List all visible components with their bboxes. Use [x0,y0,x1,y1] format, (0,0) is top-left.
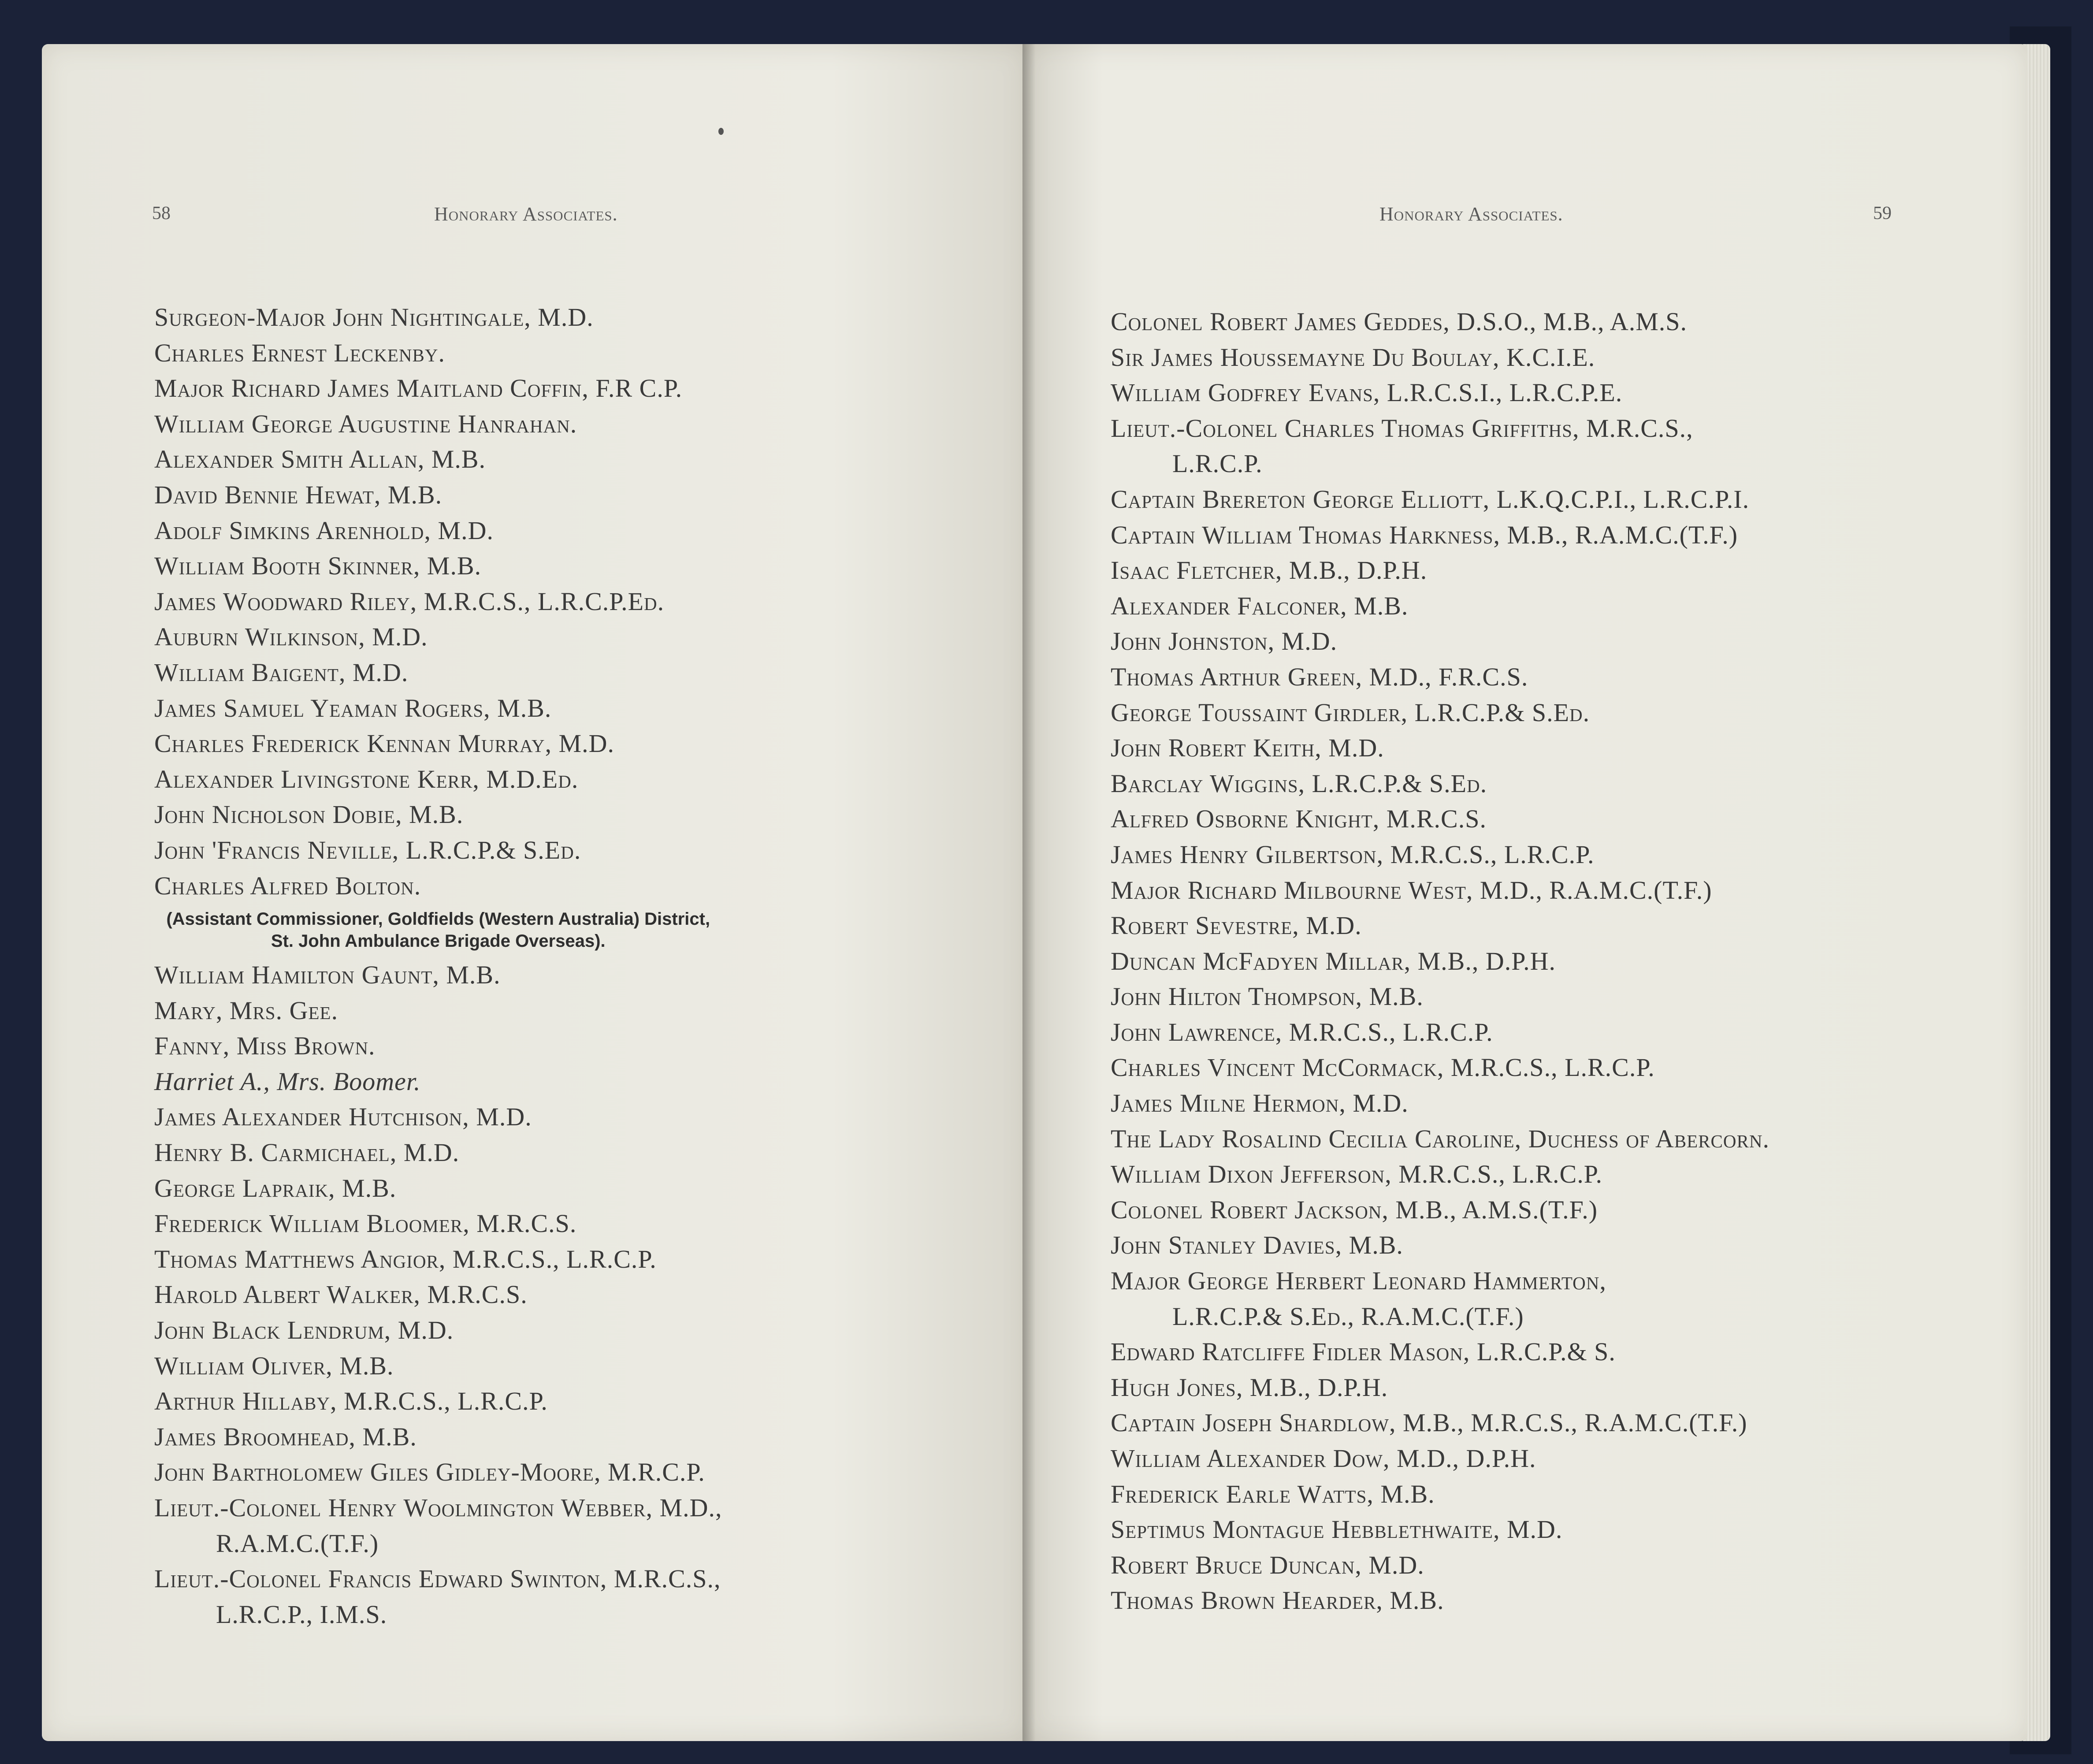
entry-list [154,300,722,1632]
list-item: Fanny, Miss Brown. [154,1031,375,1061]
list-item: Robert Sevestre, M.D. [1111,911,1362,940]
list-item: Charles Ernest Leckenby. [154,338,445,367]
page-number: 58 [152,203,171,223]
list-item: John Lawrence, M.R.C.S., L.R.C.P. [1111,1017,1493,1046]
list-item: John Stanley Davies, M.B. [1111,1231,1403,1260]
list-item: Colonel Robert Jackson, M.B., A.M.S.(T.F.) [1111,1195,1598,1224]
list-item: William George Augustine Hanrahan. [154,409,577,438]
list-item-italic: Harriet A., Mrs. Boomer. [154,1067,421,1096]
list-item: Major Richard Milbourne West, M.D., R.A.M.C.(T.F.) [1111,875,1712,904]
list-item: The Lady Rosalind Cecilia Caroline, Duchess of Abercorn. [1111,1124,1770,1153]
list-item: George Toussaint Girdler, L.R.C.P.& S.Ed. [1111,698,1590,727]
list-item: Sir James Houssemayne Du Boulay, K.C.I.E. [1111,342,1595,372]
list-item: Charles Frederick Kennan Murray, M.D. [154,729,615,758]
list-item: John Black Lendrum, M.D. [154,1316,454,1345]
list-item: Auburn Wilkinson, M.D. [154,622,428,651]
note-block [154,904,722,957]
list-item: Alexander Livingstone Kerr, M.D.Ed. [154,764,579,793]
list-item: Thomas Matthews Angior, M.R.C.S., L.R.C.P. [154,1244,657,1273]
list-item: Charles Vincent McCormack, M.R.C.S., L.R.C.P. [1111,1053,1655,1082]
list-item: William Hamilton Gaunt, M.B. [154,960,501,990]
list-item: Septimus Montague Hebblethwaite, M.D. [1111,1515,1563,1544]
list-item: James Woodward Riley, M.R.C.S., L.R.C.P.Ed. [154,587,665,616]
list-item: Lieut.-Colonel Francis Edward Swinton, M.R.C.S., [154,1564,721,1593]
book-gutter-shadow [1022,44,1036,1741]
list-item: David Bennie Hewat, M.B. [154,480,442,509]
list-item: Lieut.-Colonel Charles Thomas Griffiths, M.R.C.S., [1111,413,1693,443]
list-item: John Nicholson Dobie, M.B. [154,800,464,829]
list-item: James Henry Gilbertson, M.R.C.S., L.R.C.P. [1111,840,1595,869]
list-item: Thomas Arthur Green, M.D., F.R.C.S. [1111,662,1528,691]
page-number: 59 [1873,203,1892,223]
running-head: Honorary Associates. [434,203,618,225]
note-line: (Assistant Commissioner, Goldfields (Western Australia) District, [166,909,710,929]
entry-list [1111,304,1770,1619]
print-speck [718,128,724,135]
list-item: Colonel Robert James Geddes, D.S.O., M.B., A.M.S. [1111,307,1688,336]
list-item: Barclay Wiggins, L.R.C.P.& S.Ed. [1111,769,1487,798]
list-item: Major George Herbert Leonard Hammerton, [1111,1266,1606,1295]
list-item: Captain Brereton George Elliott, L.K.Q.C.P.I., L.R.C.P.I. [1111,484,1750,514]
list-item: Captain William Thomas Harkness, M.B., R.A.M.C.(T.F.) [1111,520,1738,549]
list-item: Major Richard James Maitland Coffin, F.R C.P. [154,374,683,403]
left-page [42,44,1029,1741]
list-item-continuation: L.R.C.P. [1172,449,1263,478]
list-item: Alexander Falconer, M.B. [1111,591,1409,620]
list-item: Lieut.-Colonel Henry Woolmington Webber, M.D., [154,1493,722,1522]
list-item: William Alexander Dow, M.D., D.P.H. [1111,1444,1536,1473]
list-item: James Alexander Hutchison, M.D. [154,1102,532,1131]
list-item: Hugh Jones, M.B., D.P.H. [1111,1373,1388,1402]
list-item: John 'Francis Neville, L.R.C.P.& S.Ed. [154,835,581,864]
list-item: George Lapraik, M.B. [154,1173,397,1202]
list-item: Alexander Smith Allan, M.B. [154,445,486,474]
note-line: St. John Ambulance Brigade Overseas). [271,931,606,951]
list-item: William Dixon Jefferson, M.R.C.S., L.R.C.P. [1111,1160,1603,1189]
list-item: John Bartholomew Giles Gidley-Moore, M.R.C.P. [154,1458,705,1487]
list-item: Surgeon-Major John Nightingale, M.D. [154,303,594,331]
list-item: James Milne Hermon, M.D. [1111,1089,1409,1118]
list-item: William Oliver, M.B. [154,1351,394,1380]
list-item: Duncan McFadyen Millar, M.B., D.P.H. [1111,946,1556,975]
list-item: William Booth Skinner, M.B. [154,551,482,581]
list-item-continuation: L.R.C.P., I.M.S. [216,1600,387,1629]
list-item: Alfred Osborne Knight, M.R.C.S. [1111,804,1487,834]
list-item: Arthur Hillaby, M.R.C.S., L.R.C.P. [154,1387,548,1416]
list-item: John Johnston, M.D. [1111,627,1338,656]
list-item: Charles Alfred Bolton. [154,871,421,900]
list-item: Frederick William Bloomer, M.R.C.S. [154,1209,577,1238]
list-item: Thomas Brown Hearder, M.B. [1111,1586,1444,1615]
list-item: John Hilton Thompson, M.B. [1111,982,1424,1011]
list-item: Captain Joseph Shardlow, M.B., M.R.C.S., R.A.M.C.(T.F.) [1111,1408,1747,1437]
list-item: Edward Ratcliffe Fidler Mason, L.R.C.P.& S. [1111,1337,1616,1366]
list-item: William Godfrey Evans, L.R.C.S.I., L.R.C.P.E. [1111,378,1623,407]
running-head: Honorary Associates. [1379,203,1563,225]
list-item: Mary, Mrs. Gee. [154,996,338,1025]
list-item: James Samuel Yeaman Rogers, M.B. [154,693,552,722]
list-item: Henry B. Carmichael, M.D. [154,1138,460,1167]
list-item: Frederick Earle Watts, M.B. [1111,1479,1435,1508]
list-item: Harold Albert Walker, M.R.C.S. [154,1280,528,1309]
list-item: James Broomhead, M.B. [154,1422,417,1451]
list-item: Adolf Simkins Arenhold, M.D. [154,516,494,545]
list-item: John Robert Keith, M.D. [1111,733,1384,763]
list-item: William Baigent, M.D. [154,658,409,687]
right-page [1022,44,2027,1741]
list-item: Robert Bruce Duncan, M.D. [1111,1550,1424,1579]
list-item: Isaac Fletcher, M.B., D.P.H. [1111,556,1428,585]
list-item-continuation: R.A.M.C.(T.F.) [216,1529,379,1558]
list-item-continuation: L.R.C.P.& S.Ed., R.A.M.C.(T.F.) [1172,1302,1524,1331]
